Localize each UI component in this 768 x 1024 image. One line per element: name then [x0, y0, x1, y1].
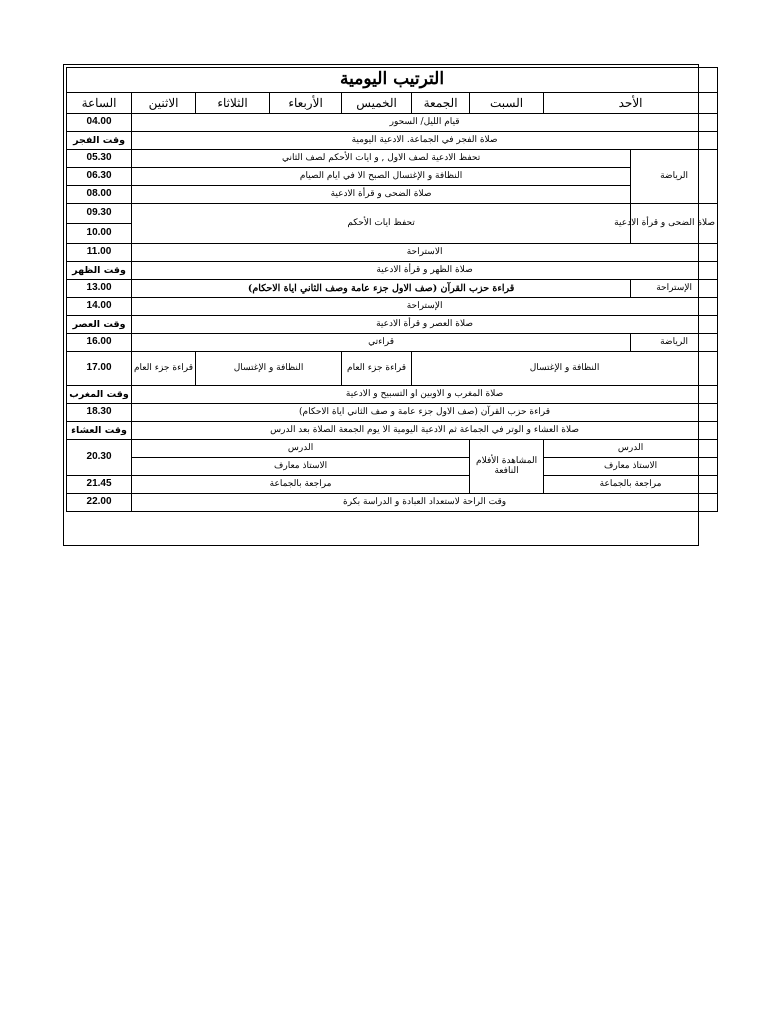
sunday-sport-cell: الرياضة — [631, 150, 718, 204]
table-row — [67, 114, 718, 132]
table-row — [67, 440, 718, 458]
activity-cell: صلاة العصر و قرأة الادعية — [132, 316, 718, 334]
activity-cell: صلاة المغرب و الاوبين او التسبيح و الادعية — [132, 386, 718, 404]
table-row — [67, 352, 718, 386]
time-cell: وقت العصر — [67, 316, 132, 334]
sunday-cell: صلاة الضحى و قرأة الادعية — [631, 204, 718, 244]
time-cell: 17.00 — [67, 352, 132, 386]
tue-wed-cell: النظافة و الإغتسال — [196, 352, 342, 386]
time-cell: 09.30 — [67, 204, 132, 224]
activity-cell: صلاة العشاء و الوتر في الجماعة ثم الادعية اليومية الا يوم الجمعة الصلاة بعد الدرس — [132, 422, 718, 440]
activity-cell: قيام الليل/ السحور — [132, 114, 718, 132]
title-row — [67, 68, 718, 93]
time-cell: وقت المغرب — [67, 386, 132, 404]
activity-cell: صلاة الفجر في الجماعة. الادعية اليومية — [132, 132, 718, 150]
fri-sun-cell: النظافة و الإغتسال — [412, 352, 718, 386]
time-cell: 05.30 — [67, 150, 132, 168]
table-row — [67, 494, 718, 512]
activity-cell: وقت الراحة لاستعداد العبادة و الدراسة بكرة — [132, 494, 718, 512]
table-row — [67, 386, 718, 404]
activity-cell: قراءة حزب القرآن (صف الاول جزء عامة وصف الثاني اياة الاحكام) — [132, 280, 631, 298]
table-row — [67, 186, 718, 204]
activity-cell: الاستراحة — [132, 244, 718, 262]
day-wednesday: الأربعاء — [270, 93, 342, 114]
table-row — [67, 298, 718, 316]
teacher-cell: الاستاذ معارف — [132, 458, 470, 476]
time-cell: 20.30 — [67, 440, 132, 476]
table-row — [67, 204, 718, 224]
day-friday: الجمعة — [412, 93, 470, 114]
activity-cell: الإستراحة — [132, 298, 718, 316]
review-cell: مراجعة بالجماعة — [132, 476, 470, 494]
time-header: الساعة — [67, 93, 132, 114]
activity-cell: صلاة الظهر و قرأة الادعية — [132, 262, 718, 280]
page-title: الترتيب اليومية — [67, 68, 718, 93]
saturday-films-cell: المشاهدة الأفلام النافعة — [470, 440, 544, 494]
schedule-frame — [63, 64, 716, 546]
time-cell: 06.30 — [67, 168, 132, 186]
sunday-cell: الرياضة — [631, 334, 718, 352]
activity-cell: صلاة الضحى و قرأة الادعية — [132, 186, 631, 204]
table-row — [67, 316, 718, 334]
table-row — [67, 476, 718, 494]
activity-cell: قراءة حزب القرآن (صف الاول جزء عامة و صف الثاني اياة الاحكام) — [132, 404, 718, 422]
monday-cell: قراءة جزء العام — [132, 352, 196, 386]
time-cell: 13.00 — [67, 280, 132, 298]
activity-cell: النظافة و الإغتسال الصبح الا في ايام الصيام — [132, 168, 631, 186]
time-cell: وقت الظهر — [67, 262, 132, 280]
table-row — [67, 404, 718, 422]
table-row — [67, 334, 718, 352]
lesson-cell: الدرس — [132, 440, 470, 458]
time-cell: 11.00 — [67, 244, 132, 262]
activity-cell: تحفظ الادعية لصف الاول , و ايات الأحكم لصف الثاني — [132, 150, 631, 168]
thursday-cell: قراءة جزء العام — [342, 352, 412, 386]
day-thursday: الخميس — [342, 93, 412, 114]
sunday-teacher-cell: الاستاذ معارف — [544, 458, 718, 476]
table-row — [67, 422, 718, 440]
day-monday: الاثنين — [132, 93, 196, 114]
sunday-lesson-cell: الدرس — [544, 440, 718, 458]
time-cell: 16.00 — [67, 334, 132, 352]
table-row — [67, 150, 718, 168]
sunday-cell: الإستراحة — [631, 280, 718, 298]
activity-cell: تحفظ ايات الأحكم — [132, 204, 631, 244]
table-row — [67, 458, 718, 476]
time-cell: 08.00 — [67, 186, 132, 204]
time-cell: 21.45 — [67, 476, 132, 494]
table-row — [67, 280, 718, 298]
time-cell: 18.30 — [67, 404, 132, 422]
time-cell: وقت الفجر — [67, 132, 132, 150]
time-cell: وقت العشاء — [67, 422, 132, 440]
time-cell: 22.00 — [67, 494, 132, 512]
table-row — [67, 262, 718, 280]
sunday-review-cell: مراجعة بالجماعة — [544, 476, 718, 494]
day-saturday: السبت — [470, 93, 544, 114]
table-row — [67, 168, 718, 186]
activity-cell: قراءتي — [132, 334, 631, 352]
day-sunday: الأحد — [544, 93, 718, 114]
table-row — [67, 132, 718, 150]
time-cell: 04.00 — [67, 114, 132, 132]
days-header-row — [67, 93, 718, 114]
time-cell: 10.00 — [67, 224, 132, 244]
day-tuesday: الثلاثاء — [196, 93, 270, 114]
time-cell: 14.00 — [67, 298, 132, 316]
schedule-table — [66, 67, 718, 512]
table-row — [67, 244, 718, 262]
